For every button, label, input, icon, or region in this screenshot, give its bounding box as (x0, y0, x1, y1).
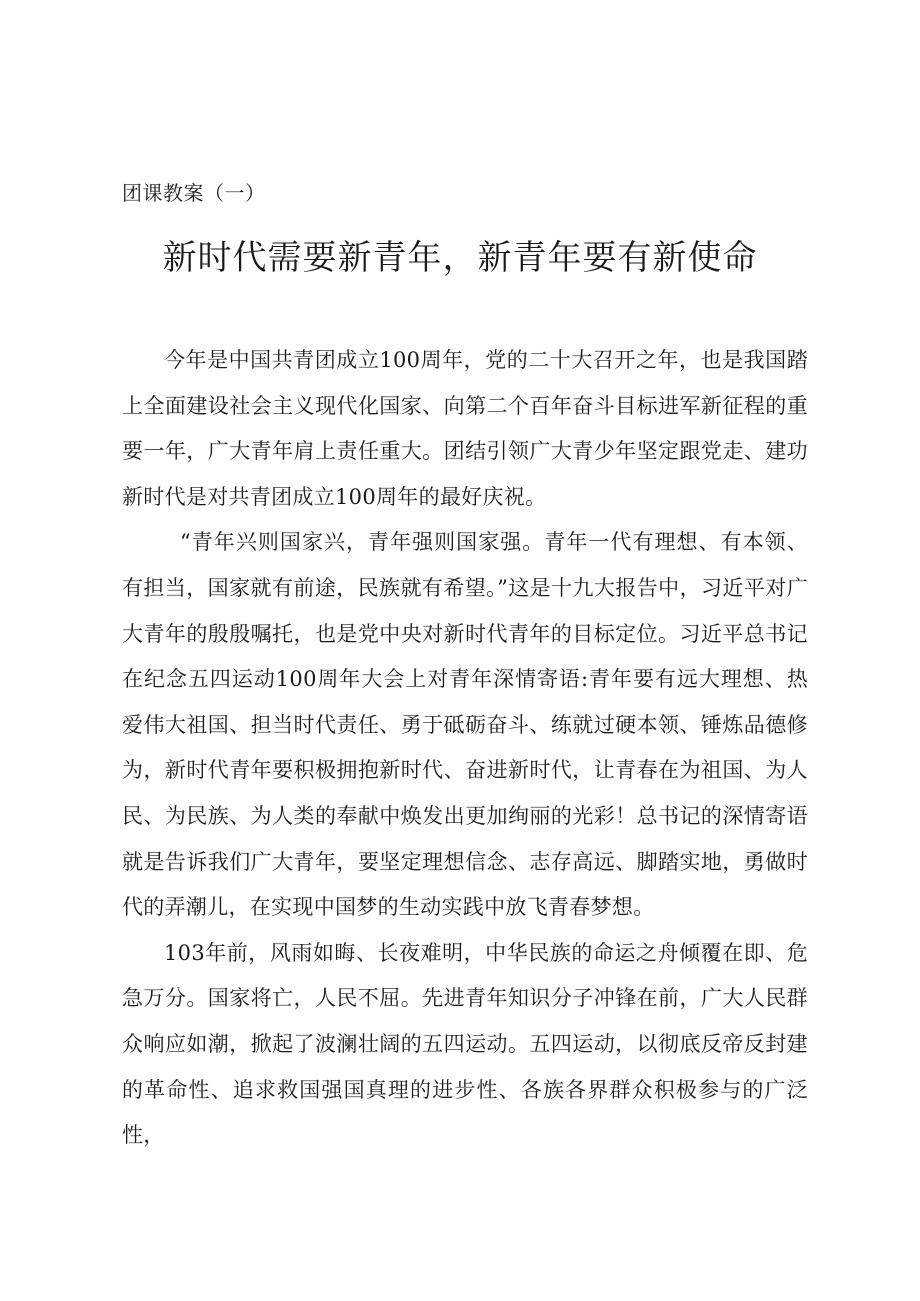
page-title: 新时代需要新青年，新青年要有新使命 (162, 238, 758, 278)
paragraph-3: 103年前，风雨如晦、长夜难明，中华民族的命运之舟倾覆在即、危急万分。国家将亡，人民不屈。先进青年知识分子冲锋在前，广大人民群众响应如潮，掀起了波澜壮阔的五四运动。五四运动，以彻底反帝反封建的革命性、追求救国强国真理的进步性、各族各界群众积极参与的广泛性， (122, 940, 808, 1148)
body-text (122, 338, 808, 1159)
lesson-plan-subtitle: 团课教案（一） (122, 181, 266, 205)
paragraph-1: 今年是中国共青团成立100周年，党的二十大召开之年，也是我国踏上全面建设社会主义现代化国家、向第二个百年奋斗目标进军新征程的重要一年，广大青年肩上责任重大。团结引领广大青少年坚定跟党走、建功新时代是对共青团成立100周年的最好庆祝。 (122, 348, 808, 509)
paragraph-2: “青年兴则国家兴，青年强则国家强。青年一代有理想、有本领、有担当，国家就有前途，民族就有希望。”这是十九大报告中，习近平对广大青年的殷殷嘱托，也是党中央对新时代青年的目标定位。习近平总书记在纪念五四运动100周年大会上对青年深情寄语:青年要有远大理想、热爱伟大祖国、担当时代责任、勇于砥砺奋斗、练就过硬本领、锤炼品德修为，新时代青年要积极拥抱新时代、奋进新时代，让青春在为祖国、为人民、为民族、为人类的奉献中焕发出更加绚丽的光彩！总书记的深情寄语就是告诉我们广大青年，要坚定理想信念、志存高远、脚踏实地，勇做时代的弄潮儿，在实现中国梦的生动实践中放飞青春梦想。 (122, 530, 808, 920)
